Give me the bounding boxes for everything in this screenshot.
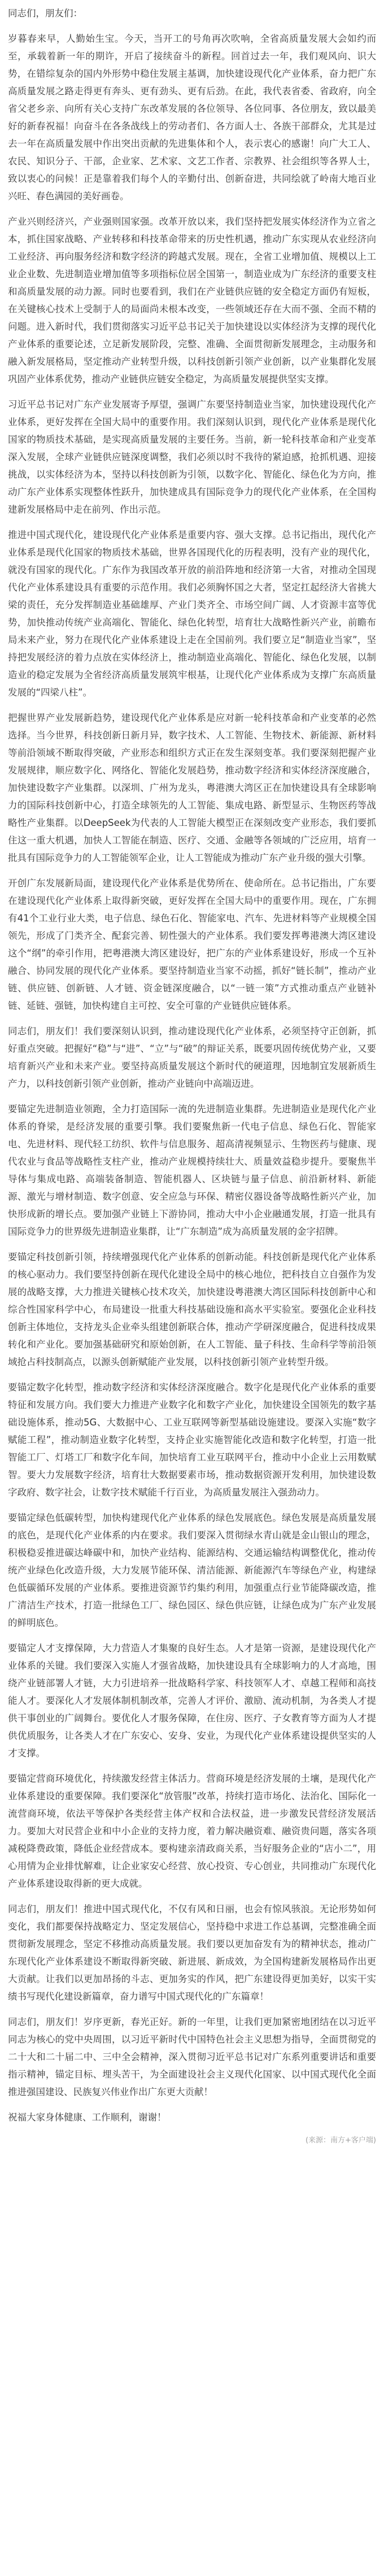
paragraph: 习近平总书记对广东产业发展寄予厚望，强调广东要坚持制造业当家，加快建设现代化产业体系，更好发挥在全国大局中的重要作用。我们深刻认识到，现代化产业体系是现代化国家的物质技术基础，是实现高质量发展的主要任务。当前，新一轮科技革命和产业变革深入发展，全球产业链供应链深度调整，我们必须以时不我待的紧迫感，抢抓机遇、迎接挑战，以实体经济为本，坚持以科技创新为引领，以数字化、智能化、绿色化为方向，推动广东产业体系实现整体性跃升，加快建成具有国际竞争力的现代化产业体系，在全国构建新发展格局中走在前列、作出示范。 [8, 399, 376, 515]
article-body [0, 5, 384, 2156]
paragraph: 要锚定人才支撑保障，大力营造人才集聚的良好生态。人才是第一资源，是建设现代化产业体系的关键。我们要深入实施人才强省战略，加快建设具有全球影响力的人才高地，围绕产业链部署人才链，大力引进培养一批战略科学家、科技领军人才、卓越工程师和高技能人才。要深化人才发展体制机制改革，完善人才评价、激励、流动机制，为各类人才提供干事创业的广阔舞台。要优化人才服务保障，在住房、医疗、子女教育等方面为人才提供优质服务，让各类人才在广东安心、安身、安业，为现代化产业体系建设提供坚实的人才支撑。 [8, 1643, 376, 1759]
paragraph: 开创广东发展新局面，建设现代化产业体系是优势所在、使命所在。总书记指出，广东要在建设现代化产业体系上取得新突破，更好发挥在全国大局中的重要作用。现在，广东拥有41个工业行业大类，电子信息、绿色石化、智能家电、汽车、先进材料等产业规模全国领先，形成了门类齐全、配套完善、韧性强大的产业体系。我们要发挥粤港澳大湾区建设这个“纲”的牵引作用，把粤港澳大湾区建设好，把广东的产业体系建设好，形成一个互补融合、协同发展的现代化产业体系。要坚持制造业当家不动摇，抓好“链长制”，推动产业链、供应链、创新链、人才链、资金链深度融合，以“一链一策”方式推动重点产业链补链、延链、强链，加快构建自主可控、安全可靠的产业链供应链体系。 [8, 878, 376, 1011]
paragraph: 把握世界产业发展新趋势，建设现代化产业体系是应对新一轮科技革命和产业变革的必然选择。当今世界，科技创新日新月异，数字技术、人工智能、生物技术、新能源、新材料等前沿领域不断取得突破，产业形态和组织方式正在发生深刻变革。我们要深刻把握产业发展规律，顺应数字化、网络化、智能化发展趋势，推动数字经济和实体经济深度融合，加快建设数字产业集群。以深圳、广州为龙头，粤港澳大湾区正在加快建设具有全球影响力的国际科技创新中心，打造全球领先的人工智能、集成电路、新型显示、生物医药等战略性产业集群。以DeepSeek为代表的人工智能大模型正在深刻改变产业形态，我们要抓住这一重大机遇，加快人工智能在制造、医疗、交通、金融等各领域的广泛应用，培育一批具有国际竞争力的人工智能领军企业，让人工智能成为推动广东产业升级的强大引擎。 [8, 712, 376, 863]
paragraph: 要锚定营商环境优化，持续激发经营主体活力。营商环境是经济发展的土壤，是现代化产业体系建设的重要保障。我们要深化“放管服”改革，持续打造市场化、法治化、国际化一流营商环境，依法平等保护各类经营主体产权和合法权益，进一步激发民营经济发展活力。要加大对民营企业和中小企业的支持力度，着力解决融资难、融资贵问题，落实各项减税降费政策，降低企业经营成本。要构建亲清政商关系，当好服务企业的“店小二”，用心用情为企业排忧解难，让企业家安心经营、放心投资、专心创业，共同推动广东现代化产业体系建设取得新的更大成就。 [8, 1773, 376, 1889]
paragraph-closing: 祝福大家身体健康、工作顺利，谢谢！ [8, 2112, 167, 2123]
paragraph: 要锚定先进制造业领跑，全力打造国际一流的先进制造业集群。先进制造业是现代化产业体系的脊梁，是经济发展的重要引擎。我们要聚焦新一代电子信息、绿色石化、智能家电、先进材料、现代轻工纺织、软件与信息服务、超高清视频显示、生物医药与健康、现代农业与食品等战略性支柱产业，推动产业规模持续壮大、质量效益稳步提升。要聚焦半导体与集成电路、高端装备制造、智能机器人、区块链与量子信息、前沿新材料、新能源、激光与增材制造、数字创意、安全应急与环保、精密仪器设备等战略性新兴产业，加快形成新的增长点。要加强产业链上下游协同，推动大中小企业融通发展，打造一批具有国际竞争力的世界级先进制造业集群，让“广东制造”成为高质量发展的金字招牌。 [8, 1104, 376, 1237]
paragraph: 产业兴则经济兴，产业强则国家强。改革开放以来，我们坚持把发展实体经济作为立省之本，抓住国家战略、产业转移和科技革命带来的历史性机遇，推动广东实现从农业经济向工业经济、再向服务经济和数字经济的跨越式发展。现在，全省工业增加值、规模以上工业企业数、先进制造业增加值等多项指标位居全国第一，制造业成为广东经济的重要支柱和高质量发展的动力源。同时也要看到，我们在产业链供应链的安全稳定方面仍有短板，在关键核心技术上受制于人的局面尚未根本改变，一些领域还存在大而不强、全而不精的问题。进入新时代，我们贯彻落实习近平总书记关于加快建设以实体经济为支撑的现代化产业体系的重要论述，立足新发展阶段，完整、准确、全面贯彻新发展理念，主动服务和融入新发展格局，坚定推动产业转型升级，以科技创新引领产业创新，以产业集群化发展巩固产业体系优势，推动产业链供应链安全稳定，为高质量发展提供坚实支撑。 [8, 216, 376, 384]
paragraph: 要锚定数字化转型，推动数字经济和实体经济深度融合。数字化是现代化产业体系的重要特征和发展方向。我们要大力推进产业数字化和数字产业化，加快建设全国领先的数字基础设施体系，推动5G、大数据中心、工业互联网等新型基础设施建设。要深入实施“数字赋能工程”，推动制造业数字化转型，支持企业实施智能化改造和数字化转型，打造一批智能工厂、灯塔工厂和数字化车间，加快培育工业互联网平台，推动中小企业上云用数赋智。要大力发展数字经济，培育壮大数据要素市场，推动数据资源开发利用，加快建设数字政府、数字社会，让数字技术赋能千行百业，为高质量发展注入强劲动力。 [8, 1382, 376, 1498]
source-credit: (来源：南方+客户端) [305, 2136, 376, 2145]
paragraph: 推进中国式现代化，建设现代化产业体系是重要内容、强大支撑。总书记指出，现代化产业体系是现代化国家的物质技术基础，世界各国现代化的历程表明，没有产业的现代化，就没有国家的现代化。广东作为我国改革开放的前沿阵地和经济第一大省，对推动全国现代化产业体系建设具有重要的示范作用。我们必须胸怀国之大者，坚定扛起经济大省挑大梁的责任，充分发挥制造业基础雄厚、产业门类齐全、市场空间广阔、人才资源丰富等优势，加快推动传统产业高端化、智能化、绿色化转型，培育壮大战略性新兴产业，前瞻布局未来产业，努力在现代化产业体系建设上走在全国前列。我们要立足“制造业当家”，坚持把发展经济的着力点放在实体经济上，推动制造业高端化、智能化、绿色化发展，以制造业的稳定发展为全省经济高质量发展筑牢根基，让现代化产业体系成为支撑广东高质量发展的“四梁八柱”。 [8, 530, 376, 698]
paragraph: 同志们，朋友们！我们要深刻认识到，推动建设现代化产业体系，必须坚持守正创新，抓好重点突破。把握好“稳”与“进”、“立”与“破”的辩证关系，既要巩固传统优势产业，又要培育新兴产业和未来产业。要坚持高质量发展这个新时代的硬道理，因地制宜发展新质生产力，以科技创新引领产业创新，推动产业链向中高端迈进。 [8, 1026, 376, 1089]
paragraph: 同志们，朋友们！推进中国式现代化，不仅有风和日丽，也会有惊风骇浪。无论形势如何变化，我们都要保持战略定力、坚定发展信心，坚持稳中求进工作总基调，完整准确全面贯彻新发展理念，坚定不移推动高质量发展。我们要以更加奋发有为的精神状态，推动广东现代化产业体系建设不断取得新突破、新进展、新成效，为全国构建新发展格局作出更大贡献。让我们以更加昂扬的斗志、更加务实的作风，把广东建设得更加美好，以实干实绩书写现代化建设新篇章，奋力谱写中国式现代化的广东篇章！ [8, 1904, 376, 2002]
paragraph: 岁暮春来早，人勤始生宝。今天，当开工的号角再次吹响，全省高质量发展大会如约而至，承载着新一年的期许，开启了接续奋斗的新程。回首过去一年，我们观风向、识大势，在错综复杂的国内外形势中稳住发展主基调，加快建设现代化产业体系，奋力把广东高质量发展之路走得更有奔头、更有劲头、更有后劲。在此，我代表省委、省政府，向全省父老乡亲、向所有关心支持广东改革发展的各位领导、各位同事、各位朋友，致以最美好的新春祝福！向奋斗在各条战线上的劳动者们、各方面人士、各族干部群众，尤其是过去一年在高质量发展中作出突出贡献的先进集体和个人，表示衷心的感谢！向广大工人、农民、知识分子、干部，企业家、艺术家、文艺工作者、宗教界、社会组织等各界人士，致以衷心的问候！正是靠着我们每个人的辛勤付出、创新奋进，共同绘就了岭南大地百业兴旺、春色满园的美好画卷。 [8, 33, 376, 202]
paragraph: 同志们，朋友们！岁序更新，春光正好。新的一年里，让我们更加紧密地团结在以习近平同志为核心的党中央周围，以习近平新时代中国特色社会主义思想为指导，全面贯彻党的二十大和二十届二中、三中全会精神，深入贯彻习近平总书记对广东系列重要讲话和重要指示精神，锚定目标、埋头苦干，为全面建设社会主义现代化国家、以中国式现代化全面推进强国建设、民族复兴伟业作出广东更大贡献！ [8, 2017, 376, 2097]
paragraph-greeting: 同志们，朋友们： [8, 8, 82, 19]
paragraph: 要锚定绿色低碳转型，加快构建现代化产业体系的绿色发展底色。绿色发展是高质量发展的底色，是现代化产业体系的内在要求。我们要深入贯彻绿水青山就是金山银山的理念，积极稳妥推进碳达峰碳中和，加快产业结构、能源结构、交通运输结构调整优化，推动传统产业绿色化改造升级，大力发展节能环保、清洁能源、新能源汽车等绿色产业，构建绿色低碳循环发展的产业体系。要推进资源节约集约利用，加强重点行业节能降碳改造，推广清洁生产技术，打造一批绿色工厂、绿色园区、绿色供应链，让绿色成为广东产业发展的鲜明底色。 [8, 1512, 376, 1628]
paragraph: 要锚定科技创新引领，持续增强现代化产业体系的创新动能。科技创新是现代化产业体系的核心驱动力。我们要坚持创新在现代化建设全局中的核心地位，把科技自立自强作为发展的战略支撑，大力推进关键核心技术攻关，加快建设粤港澳大湾区国际科技创新中心和综合性国家科学中心，布局建设一批重大科技基础设施和高水平实验室。要强化企业科技创新主体地位，支持龙头企业牵头组建创新联合体，推动产学研深度融合，促进科技成果转化和产业化。要加强基础研究和原始创新，在人工智能、量子科技、生命科学等前沿领域抢占科技制高点，以源头创新赋能产业发展，以科技创新引领产业转型升级。 [8, 1252, 376, 1367]
